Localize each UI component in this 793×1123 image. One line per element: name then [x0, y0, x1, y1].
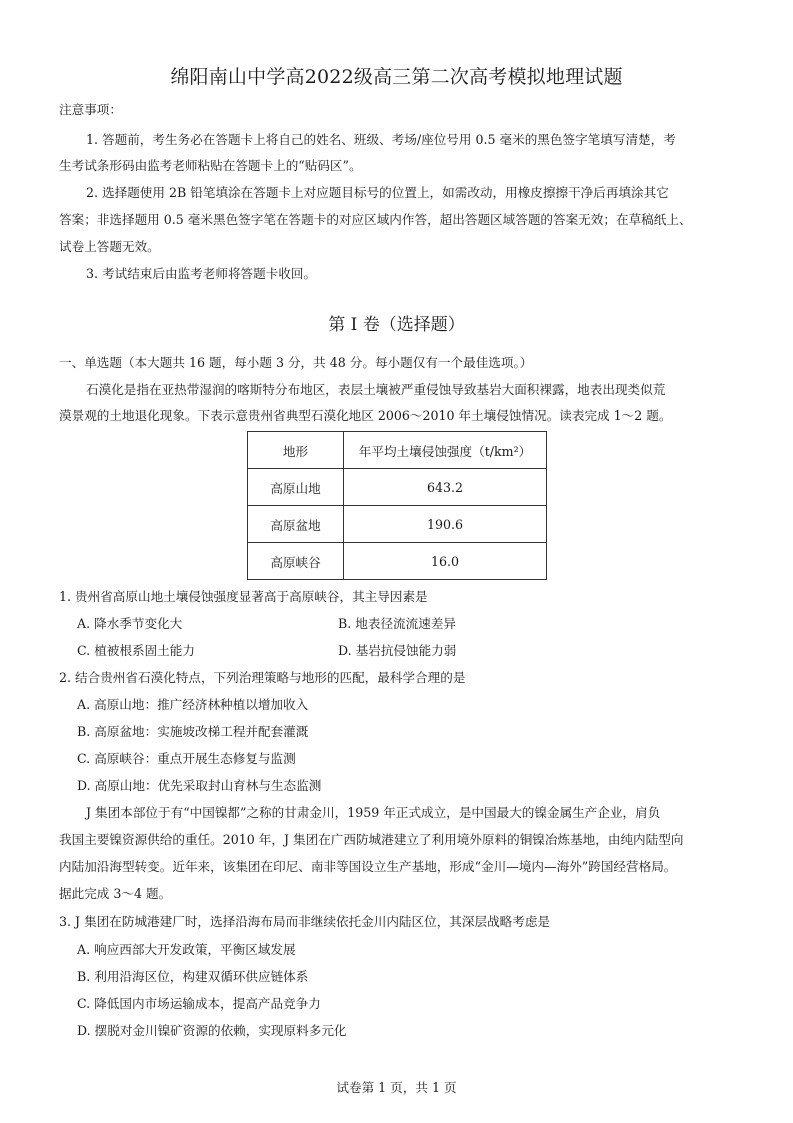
- table-header: 年平均土壤侵蚀强度（t/km²）: [344, 432, 547, 469]
- q1-option-b: B. 地表径流流速差异: [338, 616, 457, 631]
- erosion-table: [247, 431, 547, 580]
- q3-option-b: B. 利用沿海区位，构建双循环供应链体系: [77, 969, 309, 984]
- table-cell: 高原山地: [248, 469, 344, 506]
- q2-option-c: C. 高原峡谷：重点开展生态修复与监测: [77, 751, 296, 766]
- q1-option-a: A. 降水季节变化大: [77, 616, 183, 631]
- q3-stem: 3. J 集团在防城港建厂时，选择沿海布局而非继续依托金川内陆区位，其深层战略考虑是: [59, 914, 551, 929]
- notice-line-5: 试卷上答题无效。: [59, 239, 160, 254]
- q2-option-b: B. 高原盆地：实施坡改梯工程并配套灌溉: [77, 724, 309, 739]
- table-cell: 643.2: [344, 469, 547, 506]
- q3-option-d: D. 摆脱对金川镍矿资源的依赖，实现原料多元化: [77, 1023, 347, 1038]
- q2-option-a: A. 高原山地：推广经济林种植以增加收入: [77, 697, 309, 712]
- section-title: 第 I 卷（选择题）: [328, 315, 465, 335]
- notice-line-6: 3. 考试结束后由监考老师将答题卡收回。: [86, 266, 317, 281]
- table-cell: 190.6: [344, 506, 547, 543]
- table-header: 地形: [248, 432, 344, 469]
- part1-heading: 一、单选题（本大题共 16 题，每小题 3 分，共 48 分。每小题仅有一个最佳选项。）: [59, 355, 533, 370]
- table-cell: 高原盆地: [248, 506, 344, 543]
- intro2-line-2: 我国主要镍资源供给的重任。2010 年，J 集团在广西防城港建立了利用境外原料的铜镍冶炼基地，由纯内陆型向: [59, 832, 684, 847]
- table-cell: 高原峡谷: [248, 543, 344, 580]
- table-row: [248, 506, 547, 543]
- table-header-row: [248, 432, 547, 469]
- q1-stem: 1. 贵州省高原山地土壤侵蚀强度显著高于高原峡谷，其主导因素是: [59, 589, 428, 604]
- notice-line-4: 答案；非选择题用 0.5 毫米黑色签字笔在答题卡的对应区域内作答，超出答题区域答题的答案无效；在草稿纸上、: [59, 212, 692, 227]
- q2-stem: 2. 结合贵州省石漠化特点，下列治理策略与地形的匹配，最科学合理的是: [59, 670, 466, 685]
- notice-line-1: 1. 答题前，考生务必在答题卡上将自己的姓名、班级、考场/座位号用 0.5 毫米的黑色签字笔填写清楚，考: [86, 132, 676, 147]
- table-row: [248, 543, 547, 580]
- q2-option-d: D. 高原山地：优先采取封山育林与生态监测: [77, 778, 322, 793]
- table-row: [248, 469, 547, 506]
- page-footer: 试卷第 1 页，共 1 页: [336, 1080, 457, 1095]
- q1-option-d: D. 基岩抗侵蚀能力弱: [338, 643, 457, 658]
- table-cell: 16.0: [344, 543, 547, 580]
- exam-title: 绵阳南山中学高2022级高三第二次高考模拟地理试题: [170, 66, 623, 88]
- intro1-line-1: 石漠化是指在亚热带湿润的喀斯特分布地区，表层土壤被严重侵蚀导致基岩大面积裸露，地表出现类似荒: [86, 382, 666, 397]
- q3-option-c: C. 降低国内市场运输成本，提高产品竞争力: [77, 996, 321, 1011]
- intro2-line-3: 内陆加沿海型转变。近年来，该集团在印尼、南非等国设立生产基地，形成“金川—境内—海外”跨国经营格局。: [59, 859, 677, 874]
- notice-line-2: 生考试条形码由监考老师粘贴在答题卡上的“贴码区”。: [59, 158, 362, 173]
- notice-line-3: 2. 选择题使用 2B 铅笔填涂在答题卡上对应题目标号的位置上，如需改动，用橡皮擦擦干净后再填涂其它: [86, 185, 669, 200]
- intro1-line-2: 漠景观的土地退化现象。下表示意贵州省典型石漠化地区 2006～2010 年土壤侵蚀情况。读表完成 1～2 题。: [59, 408, 672, 423]
- q3-option-a: A. 响应西部大开发政策，平衡区域发展: [77, 942, 296, 957]
- notice-heading: 注意事项：: [59, 102, 122, 117]
- intro2-line-4: 据此完成 3～4 题。: [59, 886, 172, 901]
- intro2-line-1: J 集团本部位于有“中国镍都”之称的甘肃金川，1959 年正式成立，是中国最大的镍金属生产企业，肩负: [86, 805, 661, 820]
- q1-option-c: C. 植被根系固土能力: [77, 643, 195, 658]
